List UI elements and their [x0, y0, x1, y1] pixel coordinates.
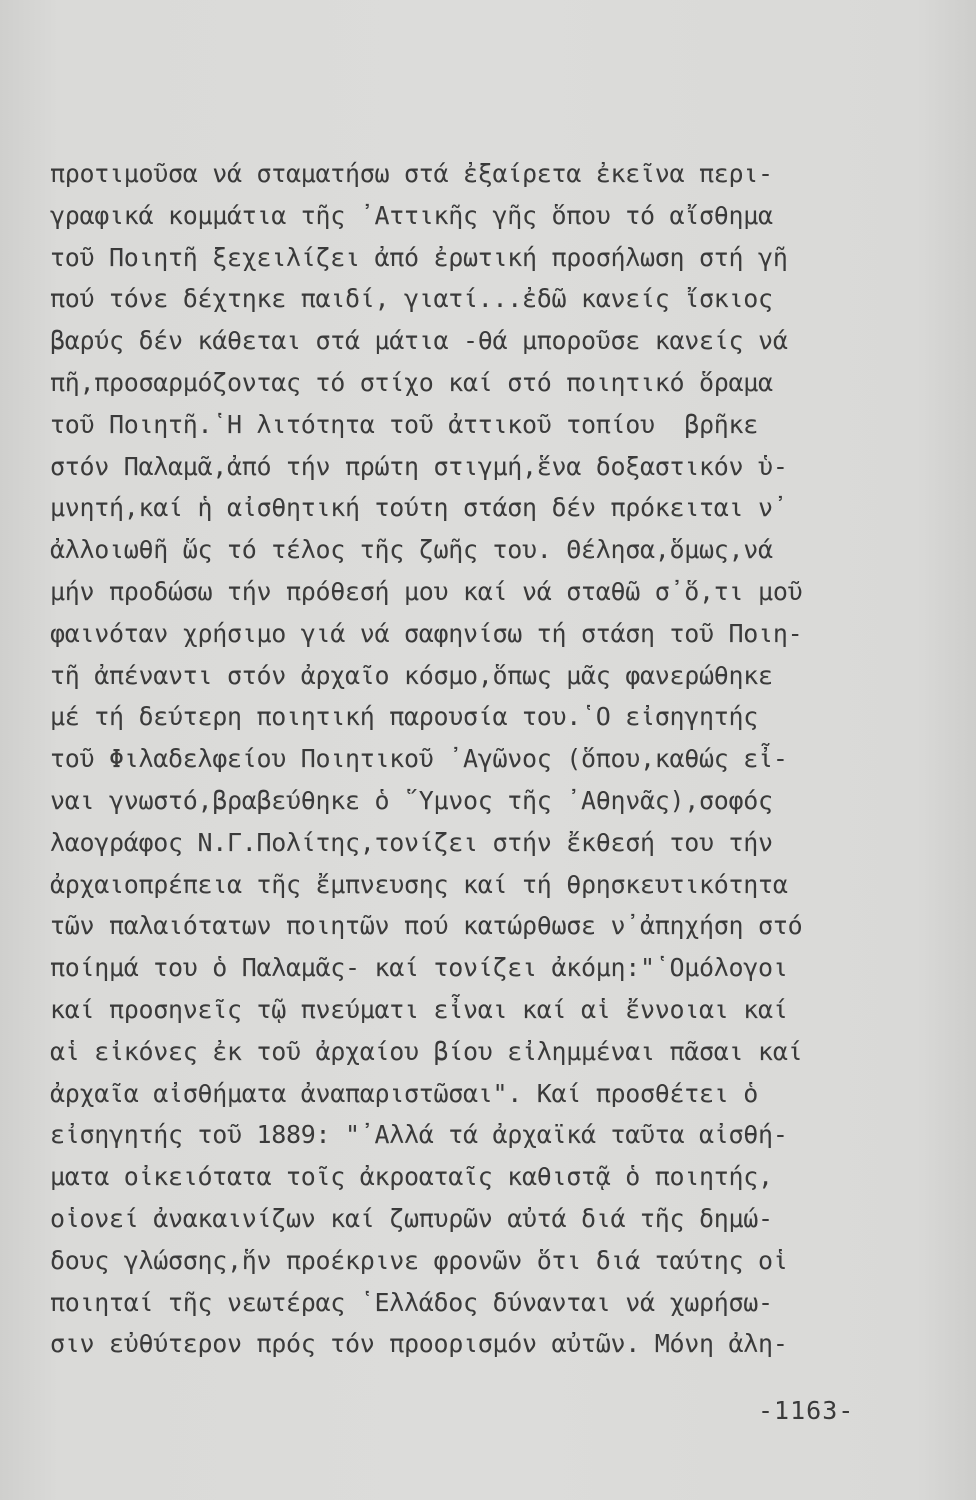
- text-line: ποίημά του ὁ Παλαμᾶς- καί τονίζει ἀκόμη:"῾Ομόλογοι: [50, 953, 788, 983]
- text-line: ναι γνωστό,βραβεύθηκε ὁ ῞Υμνος τῆς ᾿Αθηνᾶς),σοφός: [50, 785, 773, 815]
- text-line: στόν Παλαμᾶ,ἀπό τήν πρώτη στιγμή,ἕνα δοξαστικόν ὑ-: [50, 451, 788, 481]
- text-line: ἀρχαῖα αἰσθήματα ἀναπαριστῶσαι". Καί προσθέτει ὁ: [50, 1078, 759, 1108]
- text-line: εἰσηγητής τοῦ 1889: "᾿Αλλά τά ἀρχαϊκά ταῦτα αἰσθή-: [50, 1120, 788, 1150]
- text-line: τῶν παλαιότατων ποιητῶν πού κατώρθωσε ν᾿ἀπηχήση στό: [50, 911, 803, 941]
- text-line: ἀρχαιοπρέπεια τῆς ἔμπνευσης καί τή θρησκευτικότητα: [50, 869, 788, 899]
- page-number: -1163-: [758, 1396, 855, 1425]
- text-line: σιν εὐθύτερον πρός τόν προορισμόν αὐτῶν. Μόνη ἀλη-: [50, 1329, 788, 1359]
- text-line: προτιμοῦσα νά σταματήσω στά ἐξαίρετα ἐκεῖνα περι-: [50, 159, 773, 188]
- text-line: μνητή,καί ἡ αἰσθητική τούτη στάση δέν πρόκειται ν᾿: [50, 493, 788, 523]
- text-line: φαινόταν χρήσιμο γιά νά σαφηνίσω τή στάση τοῦ Ποιη-: [50, 618, 803, 648]
- text-line: τοῦ Φιλαδελφείου Ποιητικοῦ ᾿Αγῶνος (ὅπου,καθώς εἶ-: [50, 744, 788, 774]
- body-text: [50, 153, 890, 1365]
- text-line: ποιηταί τῆς νεωτέρας ῾Ελλάδος δύνανται νά χωρήσω-: [50, 1287, 773, 1317]
- text-line: μήν προδώσω τήν πρόθεσή μου καί νά σταθῶ σ᾿ὅ,τι μοῦ: [50, 576, 803, 606]
- text-line: βαρύς δέν κάθεται στά μάτια -θά μποροῦσε κανείς νά: [50, 326, 788, 356]
- text-line: αἱ εἰκόνες ἐκ τοῦ ἀρχαίου βίου εἰλημμέναι πᾶσαι καί: [50, 1036, 803, 1066]
- text-line: δους γλώσσης,ἥν προέκρινε φρονῶν ὅτι διά ταύτης οἱ: [50, 1245, 788, 1275]
- text-line: γραφικά κομμάτια τῆς ᾿Αττικῆς γῆς ὅπου τό αἴσθημα: [50, 200, 773, 230]
- text-line: τοῦ Ποιητῆ.῾Η λιτότητα τοῦ ἀττικοῦ τοπίου βρῆκε: [50, 409, 759, 439]
- text-line: τοῦ Ποιητῆ ξεχειλίζει ἀπό ἐρωτική προσήλωση στή γῆ: [50, 242, 788, 272]
- text-line: πῆ,προσαρμόζοντας τό στίχο καί στό ποιητικό ὅραμα: [50, 367, 773, 397]
- text-line: ἀλλοιωθῆ ὥς τό τέλος τῆς ζωῆς του. Θέλησα,ὅμως,νά: [50, 535, 773, 565]
- text-line: τῆ ἀπέναντι στόν ἀρχαῖο κόσμο,ὅπως μᾶς φανερώθηκε: [50, 660, 773, 690]
- text-line: λαογράφος Ν.Γ.Πολίτης,τονίζει στήν ἔκθεσή του τήν: [50, 827, 773, 857]
- text-line: πού τόνε δέχτηκε παιδί, γιατί...ἐδῶ κανείς ἴσκιος: [50, 284, 773, 314]
- text-line: καί προσηνεῖς τῷ πνεύματι εἶναι καί αἱ ἔννοιαι καί: [50, 994, 788, 1024]
- text-line: οἱονεί ἀνακαινίζων καί ζωπυρῶν αὐτά διά τῆς δημώ-: [50, 1203, 773, 1233]
- text-line: μέ τή δεύτερη ποιητική παρουσία του.῾Ο εἰσηγητής: [50, 702, 759, 732]
- text-line: ματα οἰκειότατα τοῖς ἀκροαταῖς καθιστᾷ ὁ ποιητής,: [50, 1162, 773, 1192]
